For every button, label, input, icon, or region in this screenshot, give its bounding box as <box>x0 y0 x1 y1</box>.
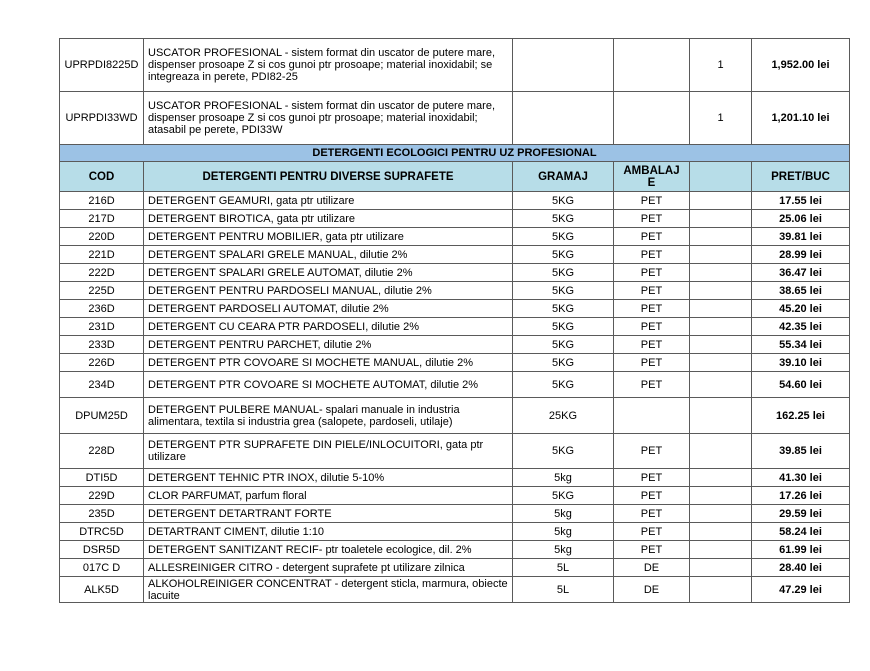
product-code: 220D <box>60 228 144 246</box>
product-packaging: PET <box>614 354 690 372</box>
product-packaging: PET <box>614 192 690 210</box>
product-description: USCATOR PROFESIONAL - sistem format din uscator de putere mare, dispenser prosoape Z si cos gunoi ptr prosoape; material inoxidabil; se integreaza in perete, PDI82-25 <box>144 39 513 92</box>
product-price: 36.47 lei <box>752 264 850 282</box>
empty-cell <box>690 210 752 228</box>
empty-cell <box>690 300 752 318</box>
product-packaging: PET <box>614 246 690 264</box>
product-code: 233D <box>60 336 144 354</box>
product-price: 58.24 lei <box>752 523 850 541</box>
product-weight: 5KG <box>513 282 614 300</box>
product-weight: 5KG <box>513 372 614 398</box>
table-row <box>60 398 850 434</box>
product-code: 234D <box>60 372 144 398</box>
product-packaging: PET <box>614 300 690 318</box>
product-packaging: PET <box>614 487 690 505</box>
table-row <box>60 264 850 282</box>
product-weight: 5kg <box>513 523 614 541</box>
product-packaging: PET <box>614 318 690 336</box>
product-price: 28.99 lei <box>752 246 850 264</box>
product-price: 38.65 lei <box>752 282 850 300</box>
empty-cell <box>690 541 752 559</box>
table-row <box>60 336 850 354</box>
product-weight: 5KG <box>513 300 614 318</box>
product-quantity: 1 <box>690 92 752 145</box>
empty-cell <box>690 336 752 354</box>
product-description: DETERGENT SPALARI GRELE AUTOMAT, dilutie 2% <box>144 264 513 282</box>
product-packaging: PET <box>614 372 690 398</box>
table-row <box>60 246 850 264</box>
table-row <box>60 469 850 487</box>
product-weight: 5L <box>513 577 614 603</box>
product-packaging: DE <box>614 577 690 603</box>
product-description: DETERGENT PTR COVOARE SI MOCHETE MANUAL, dilutie 2% <box>144 354 513 372</box>
header-empty <box>690 162 752 192</box>
table-row <box>60 372 850 398</box>
header-packaging: AMBALAJE <box>614 162 690 192</box>
table-row <box>60 505 850 523</box>
empty-cell <box>690 487 752 505</box>
product-price: 41.30 lei <box>752 469 850 487</box>
table-row <box>60 228 850 246</box>
section-header <box>60 145 850 162</box>
product-code: DTRC5D <box>60 523 144 541</box>
product-code: 017C D <box>60 559 144 577</box>
empty-cell <box>690 264 752 282</box>
product-packaging: PET <box>614 336 690 354</box>
empty-cell <box>513 92 614 145</box>
header-description: DETERGENTI PENTRU DIVERSE SUPRAFETE <box>144 162 513 192</box>
product-description: DETERGENT PENTRU PARCHET, dilutie 2% <box>144 336 513 354</box>
empty-cell <box>614 39 690 92</box>
empty-cell <box>690 354 752 372</box>
table-row <box>60 192 850 210</box>
product-quantity: 1 <box>690 39 752 92</box>
product-description: DETERGENT PTR SUPRAFETE DIN PIELE/INLOCUITORI, gata ptr utilizare <box>144 434 513 469</box>
product-price: 45.20 lei <box>752 300 850 318</box>
table-row <box>60 434 850 469</box>
table-row <box>60 39 850 92</box>
table-row <box>60 523 850 541</box>
product-code: DSR5D <box>60 541 144 559</box>
product-weight: 5KG <box>513 192 614 210</box>
product-price: 1,952.00 lei <box>752 39 850 92</box>
product-description: DETERGENT BIROTICA, gata ptr utilizare <box>144 210 513 228</box>
product-description: ALLESREINIGER CITRO - detergent suprafete pt utilizare zilnica <box>144 559 513 577</box>
empty-cell <box>690 372 752 398</box>
product-packaging: PET <box>614 469 690 487</box>
product-description: DETERGENT PULBERE MANUAL- spalari manuale in industria alimentara, textila si industria grea (salopete, pardoseli, utilaje) <box>144 398 513 434</box>
product-code: ALK5D <box>60 577 144 603</box>
header-code: COD <box>60 162 144 192</box>
product-weight: 5L <box>513 559 614 577</box>
table-row <box>60 318 850 336</box>
product-price: 17.26 lei <box>752 487 850 505</box>
product-packaging: PET <box>614 264 690 282</box>
table-row <box>60 541 850 559</box>
product-description: DETERGENT GEAMURI, gata ptr utilizare <box>144 192 513 210</box>
product-weight: 5kg <box>513 505 614 523</box>
empty-cell <box>690 559 752 577</box>
empty-cell <box>690 523 752 541</box>
empty-cell <box>690 398 752 434</box>
product-code: 222D <box>60 264 144 282</box>
table-row <box>60 92 850 145</box>
empty-cell <box>690 505 752 523</box>
product-description: DETERGENT TEHNIC PTR INOX, dilutie 5-10% <box>144 469 513 487</box>
product-description: DETERGENT PENTRU PARDOSELI MANUAL, dilutie 2% <box>144 282 513 300</box>
product-code: 229D <box>60 487 144 505</box>
product-price: 55.34 lei <box>752 336 850 354</box>
empty-cell <box>690 469 752 487</box>
product-price: 47.29 lei <box>752 577 850 603</box>
product-price: 39.81 lei <box>752 228 850 246</box>
product-price: 17.55 lei <box>752 192 850 210</box>
product-packaging: PET <box>614 434 690 469</box>
empty-cell <box>690 282 752 300</box>
empty-cell <box>690 228 752 246</box>
product-code: 217D <box>60 210 144 228</box>
product-price: 25.06 lei <box>752 210 850 228</box>
product-price: 39.10 lei <box>752 354 850 372</box>
product-description: USCATOR PROFESIONAL - sistem format din uscator de putere mare, dispenser prosoape Z si cos gunoi ptr prosoape; material inoxidabil; atasabil pe perete, PDI33W <box>144 92 513 145</box>
table-row <box>60 559 850 577</box>
empty-cell <box>690 434 752 469</box>
product-price: 1,201.10 lei <box>752 92 850 145</box>
table-row <box>60 487 850 505</box>
product-description: DETERGENT PENTRU MOBILIER, gata ptr utilizare <box>144 228 513 246</box>
product-code: 221D <box>60 246 144 264</box>
product-code: 236D <box>60 300 144 318</box>
product-description: DETERGENT CU CEARA PTR PARDOSELI, dilutie 2% <box>144 318 513 336</box>
product-code: UPRPDI8225D <box>60 39 144 92</box>
empty-cell <box>690 192 752 210</box>
product-weight: 5kg <box>513 469 614 487</box>
product-description: DETERGENT PTR COVOARE SI MOCHETE AUTOMAT, dilutie 2% <box>144 372 513 398</box>
product-weight: 5KG <box>513 228 614 246</box>
product-price: 54.60 lei <box>752 372 850 398</box>
product-packaging: PET <box>614 523 690 541</box>
product-packaging: PET <box>614 210 690 228</box>
product-code: 228D <box>60 434 144 469</box>
section-title: DETERGENTI ECOLOGICI PENTRU UZ PROFESIONAL <box>60 145 850 162</box>
table-row <box>60 300 850 318</box>
product-packaging: PET <box>614 228 690 246</box>
product-code: 226D <box>60 354 144 372</box>
product-code: DPUM25D <box>60 398 144 434</box>
product-weight: 25KG <box>513 398 614 434</box>
product-price: 29.59 lei <box>752 505 850 523</box>
product-description: CLOR PARFUMAT, parfum floral <box>144 487 513 505</box>
product-description: ALKOHOLREINIGER CONCENTRAT - detergent sticla, marmura, obiecte lacuite <box>144 577 513 603</box>
empty-cell <box>690 318 752 336</box>
product-price: 28.40 lei <box>752 559 850 577</box>
empty-cell <box>690 577 752 603</box>
product-weight: 5KG <box>513 434 614 469</box>
table-row <box>60 210 850 228</box>
column-headers <box>60 162 850 192</box>
product-price: 162.25 lei <box>752 398 850 434</box>
product-description: DETERGENT SPALARI GRELE MANUAL, dilutie 2% <box>144 246 513 264</box>
product-packaging <box>614 398 690 434</box>
product-weight: 5KG <box>513 487 614 505</box>
product-code: 231D <box>60 318 144 336</box>
empty-cell <box>614 92 690 145</box>
table-row <box>60 282 850 300</box>
product-code: 235D <box>60 505 144 523</box>
product-weight: 5KG <box>513 336 614 354</box>
product-weight: 5KG <box>513 264 614 282</box>
empty-cell <box>690 246 752 264</box>
product-packaging: DE <box>614 559 690 577</box>
price-list-table <box>59 38 850 603</box>
product-weight: 5KG <box>513 210 614 228</box>
product-description: DETERGENT DETARTRANT FORTE <box>144 505 513 523</box>
product-code: UPRPDI33WD <box>60 92 144 145</box>
header-price: PRET/BUC <box>752 162 850 192</box>
product-price: 61.99 lei <box>752 541 850 559</box>
product-code: 225D <box>60 282 144 300</box>
product-description: DETERGENT SANITIZANT RECIF- ptr toaletele ecologice, dil. 2% <box>144 541 513 559</box>
product-weight: 5kg <box>513 541 614 559</box>
product-weight: 5KG <box>513 354 614 372</box>
product-description: DETERGENT PARDOSELI AUTOMAT, dilutie 2% <box>144 300 513 318</box>
product-packaging: PET <box>614 541 690 559</box>
product-weight: 5KG <box>513 246 614 264</box>
product-packaging: PET <box>614 505 690 523</box>
product-price: 39.85 lei <box>752 434 850 469</box>
product-code: 216D <box>60 192 144 210</box>
table-row <box>60 354 850 372</box>
product-price: 42.35 lei <box>752 318 850 336</box>
product-description: DETARTRANT CIMENT, dilutie 1:10 <box>144 523 513 541</box>
empty-cell <box>513 39 614 92</box>
product-packaging: PET <box>614 282 690 300</box>
product-code: DTI5D <box>60 469 144 487</box>
header-weight: GRAMAJ <box>513 162 614 192</box>
product-weight: 5KG <box>513 318 614 336</box>
table-row <box>60 577 850 603</box>
